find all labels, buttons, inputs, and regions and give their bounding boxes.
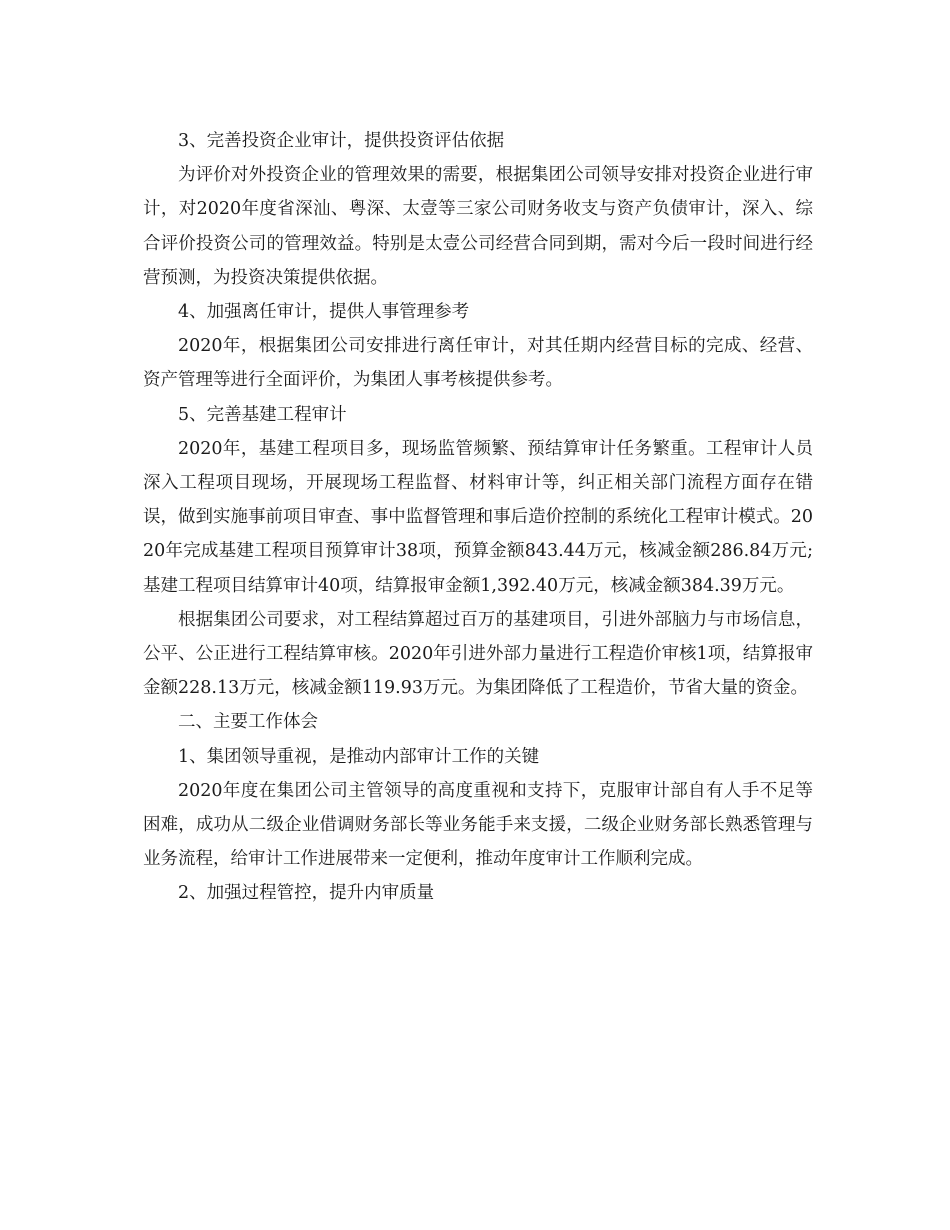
paragraph-construction-audit: 2020年，基建工程项目多，现场监管频繁、预结算审计任务繁重。工程审计人员深入工程项目现场，开展现场工程监督、材料审计等，纠正相关部门流程方面存在错误，做到实施事前项目审查、事中监督管理和事后造价控制的系统化工程审计模式。2020年完成基建工程项目预算审计38项，预算金额843.44万元，核减金额286.84万元;基建工程项目结算审计40项，结算报审金额1,392.40万元，核减金额384.39万元。 xyxy=(143,438,813,596)
subheading-process-control: 2、加强过程管控，提升内审质量 xyxy=(178,883,435,904)
document-body xyxy=(143,124,813,911)
section-heading-departure-audit: 4、加强离任审计，提供人事管理参考 xyxy=(178,302,470,323)
section-heading-investment-audit: 3、完善投资企业审计，提供投资评估依据 xyxy=(178,131,505,151)
paragraph-investment-audit: 为评价对外投资企业的管理效果的需要，根据集团公司领导安排对投资企业进行审计，对2020年度省深汕、粤深、太壹等三家公司财务收支与资产负债审计，深入、综合评价投资公司的管理效益。特别是太壹公司经营合同到期，需对今后一段时间进行经营预测，为投资决策提供依据。 xyxy=(143,165,813,288)
paragraph-departure-audit: 2020年，根据集团公司安排进行离任审计，对其任期内经营目标的完成、经营、资产管理等进行全面评价，为集团人事考核提供参考。 xyxy=(143,336,813,391)
paragraph-external-review: 根据集团公司要求，对工程结算超过百万的基建项目，引进外部脑力与市场信息，公平、公正进行工程结算审核。2020年引进外部力量进行工程造价审核1项，结算报审金额228.13万元，核减金额119.93万元。为集团降低了工程造价，节省大量的资金。 xyxy=(143,609,813,699)
section-heading-main-experience: 二、主要工作体会 xyxy=(178,712,318,733)
subheading-leadership-support: 1、集团领导重视，是推动内部审计工作的关键 xyxy=(178,746,540,767)
section-heading-construction-audit: 5、完善基建工程审计 xyxy=(178,404,347,425)
paragraph-leadership-support: 2020年度在集团公司主管领导的高度重视和支持下，克服审计部自有人手不足等困难，成功从二级企业借调财务部长等业务能手来支援，二级企业财务部长熟悉管理与业务流程，给审计工作进展带来一定便利，推动年度审计工作顺利完成。 xyxy=(143,780,813,870)
